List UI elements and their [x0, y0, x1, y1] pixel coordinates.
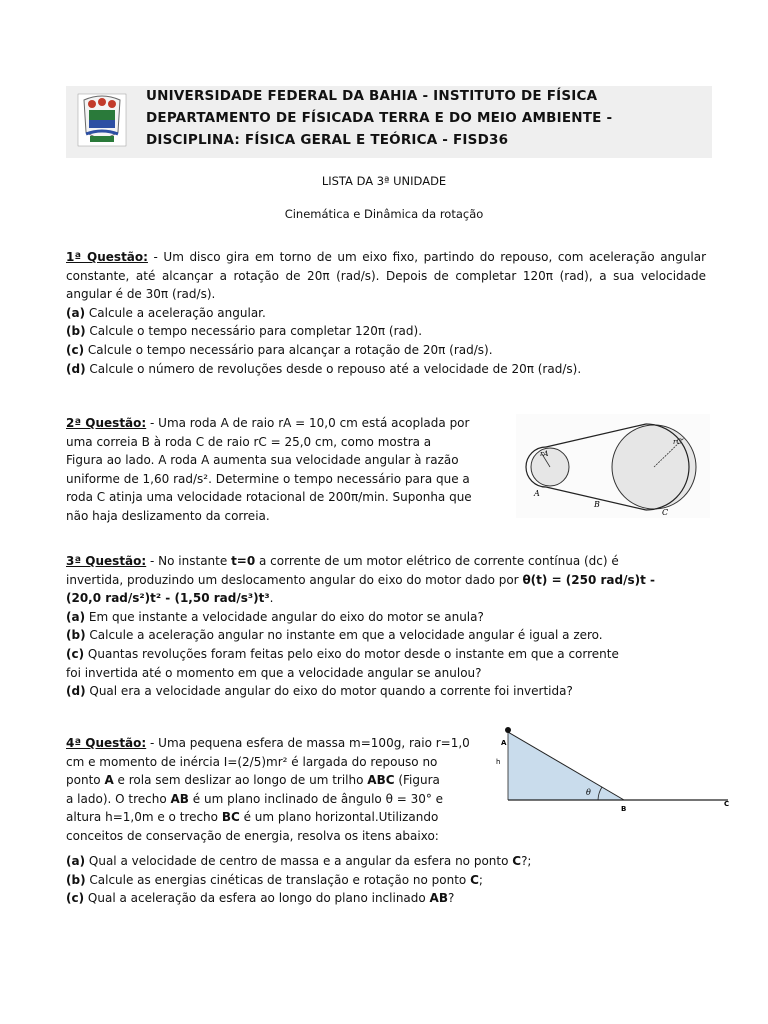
question-2-text-1: - Uma roda A de raio rA = 10,0 cm está acoplada por — [146, 416, 470, 430]
question-3-line — [66, 589, 706, 608]
question-4-line — [66, 790, 496, 809]
header-line-discipline: DISCIPLINA: FÍSICA GERAL E TEÓRICA - FISD36 — [146, 132, 509, 148]
label-b: B — [594, 500, 600, 509]
question-3-line — [66, 552, 706, 571]
label-theta: θ — [586, 788, 591, 797]
question-2-line: não haja deslizamento da correia. — [66, 508, 270, 523]
question-4-items — [66, 852, 706, 908]
item-b-label: (b) — [66, 872, 86, 887]
item-c-end: ? — [447, 891, 455, 906]
label-point-a: A — [501, 739, 507, 747]
question-3-line — [66, 571, 706, 590]
item-b-text: Calcule as energias cinéticas de translação e rotação no ponto — [85, 872, 471, 887]
question-3-item-c — [66, 645, 706, 664]
question-3-text: . — [269, 591, 274, 606]
item-a-text: Qual a velocidade de centro de massa e a angular da esfera no ponto — [85, 854, 513, 868]
item-d-label: (d) — [66, 684, 86, 699]
question-1-item-a — [66, 304, 706, 323]
question-4 — [66, 734, 496, 846]
question-3-text: invertida, produzindo um deslocamento angular do eixo do motor dado por — [66, 572, 523, 587]
question-4-item-a — [66, 852, 706, 871]
segment-ab: AB — [429, 891, 448, 906]
question-2-label: 2ª Questão: — [66, 416, 147, 430]
item-c-text: Calcule o tempo necessário para alcançar a rotação de 20π (rad/s). — [84, 342, 493, 357]
question-2-line: uniforme de 1,60 rad/s². Determine o tempo necessário para que a — [66, 471, 470, 486]
item-a-end: ?; — [521, 854, 532, 868]
label-a: A — [534, 489, 540, 498]
item-c-label: (c) — [66, 891, 85, 906]
question-1-label: 1ª Questão: — [66, 250, 148, 264]
question-4-text: ponto — [66, 773, 105, 788]
label-point-b: B — [621, 805, 627, 813]
track-abc: ABC — [367, 773, 395, 788]
header-line-university: UNIVERSIDADE FEDERAL DA BAHIA - INSTITUTO DE FÍSICA — [146, 88, 598, 104]
item-a-label: (a) — [66, 305, 86, 320]
sphere — [505, 727, 511, 733]
list-title: LISTA DA 3ª UNIDADE — [321, 174, 447, 188]
item-b-text: Calcule a aceleração angular no instante em que a velocidade angular é igual a zero. — [85, 628, 603, 643]
item-b-text: Calcule o tempo necessário para completar 120π (rad). — [85, 324, 423, 339]
item-b-end: ; — [478, 872, 483, 887]
time-zero: t=0 — [231, 554, 256, 568]
item-c-text: Qual a aceleração da esfera ao longo do plano inclinado — [84, 891, 430, 906]
question-2 — [66, 414, 510, 526]
question-4-text: e rola sem deslizar ao longo de um trilho — [113, 773, 368, 788]
item-a-text: Em que instante a velocidade angular do eixo do motor se anula? — [85, 609, 484, 624]
question-4-text: é um plano inclinado de ângulo θ = 30° e — [188, 791, 444, 806]
segment-ab: AB — [170, 791, 189, 806]
point-c: C — [470, 872, 479, 887]
item-d-text: Calcule o número de revoluções desde o repouso até a velocidade de 20π (rad/s). — [85, 361, 582, 376]
question-1-item-c — [66, 341, 706, 360]
label-height: h — [496, 758, 501, 766]
incline-figure — [494, 724, 734, 814]
question-2-line — [66, 414, 510, 433]
point-a: A — [104, 773, 114, 788]
question-4-line: conceitos de conservação de energia, resolva os itens abaixo: — [66, 828, 439, 843]
question-4-text: - Uma pequena esfera de massa m=100g, raio r=1,0 — [146, 736, 470, 750]
question-4-item-b — [66, 871, 706, 890]
question-4-line — [66, 808, 496, 827]
question-4-text: (Figura — [394, 773, 440, 788]
item-c-label: (c) — [66, 342, 85, 357]
question-4-text: altura h=1,0m e o trecho — [66, 810, 222, 825]
question-2-line: uma correia B à roda C de raio rC = 25,0 cm, como mostra a — [66, 434, 432, 449]
question-1-text: - Um disco gira em torno de um eixo fixo, partindo do repouso, com aceleração angular constante, até alcançar a rotação de 20π (rad/s). Depois de completar 120π (rad), a sua velocidade angular é de 30π (rad/s). — [66, 250, 707, 302]
item-a-label: (a) — [66, 609, 86, 624]
question-2-line: roda C atinja uma velocidade rotacional de 200π/min. Suponha que — [66, 490, 472, 505]
question-3-text: a corrente de um motor elétrico de corrente contínua (dc) é — [255, 554, 619, 568]
item-d-text: Qual era a velocidade angular do eixo do motor quando a corrente foi invertida? — [85, 684, 573, 699]
university-logo — [74, 92, 130, 148]
question-4-text: a lado). O trecho — [66, 791, 171, 806]
segment-bc: BC — [221, 810, 240, 825]
item-a-text: Calcule a aceleração angular. — [85, 305, 266, 320]
item-b-label: (b) — [66, 628, 86, 643]
question-3-item-a — [66, 608, 706, 627]
question-1 — [66, 248, 706, 378]
question-3-item-c-cont: foi invertida até o momento em que a velocidade angular se anulou? — [66, 665, 482, 680]
question-1-item-b — [66, 322, 706, 341]
question-1-item-d — [66, 360, 706, 379]
item-d-label: (d) — [66, 361, 86, 376]
pulley-figure — [516, 414, 710, 518]
question-2-line: Figura ao lado. A roda A aumenta sua velocidade angular à razão — [66, 453, 459, 468]
question-4-text: é um plano horizontal.Utilizando — [239, 810, 439, 825]
item-c-text: Quantas revoluções foram feitas pelo eixo do motor desde o instante em que a corrente — [84, 646, 619, 661]
point-c: C — [512, 854, 522, 868]
question-4-line — [66, 771, 496, 790]
question-4-item-c — [66, 889, 706, 908]
question-3 — [66, 552, 706, 701]
label-c: C — [662, 508, 669, 517]
item-a-label: (a) — [66, 854, 86, 868]
label-ra: rA — [540, 450, 549, 458]
label-point-c: C — [724, 800, 730, 808]
question-3-item-d — [66, 682, 706, 701]
question-4-line — [66, 734, 496, 753]
equation-part-1: θ(t) = (250 rad/s)t - — [522, 572, 656, 587]
question-3-label: 3ª Questão: — [66, 554, 147, 568]
question-4-label: 4ª Questão: — [66, 736, 147, 750]
question-4-line: cm e momento de inércia I=(2/5)mr² é largada do repouso no — [66, 754, 438, 769]
question-3-item-b — [66, 626, 706, 645]
question-3-text: - No instante — [146, 554, 232, 568]
list-subtitle: Cinemática e Dinâmica da rotação — [284, 207, 484, 221]
item-b-label: (b) — [66, 324, 86, 339]
equation-part-2: (20,0 rad/s²)t² - (1,50 rad/s³)t³ — [66, 591, 270, 606]
label-rc: rC — [673, 438, 682, 446]
header-line-department: DEPARTAMENTO DE FÍSICADA TERRA E DO MEIO AMBIENTE - — [146, 110, 613, 126]
item-c-label: (c) — [66, 646, 85, 661]
